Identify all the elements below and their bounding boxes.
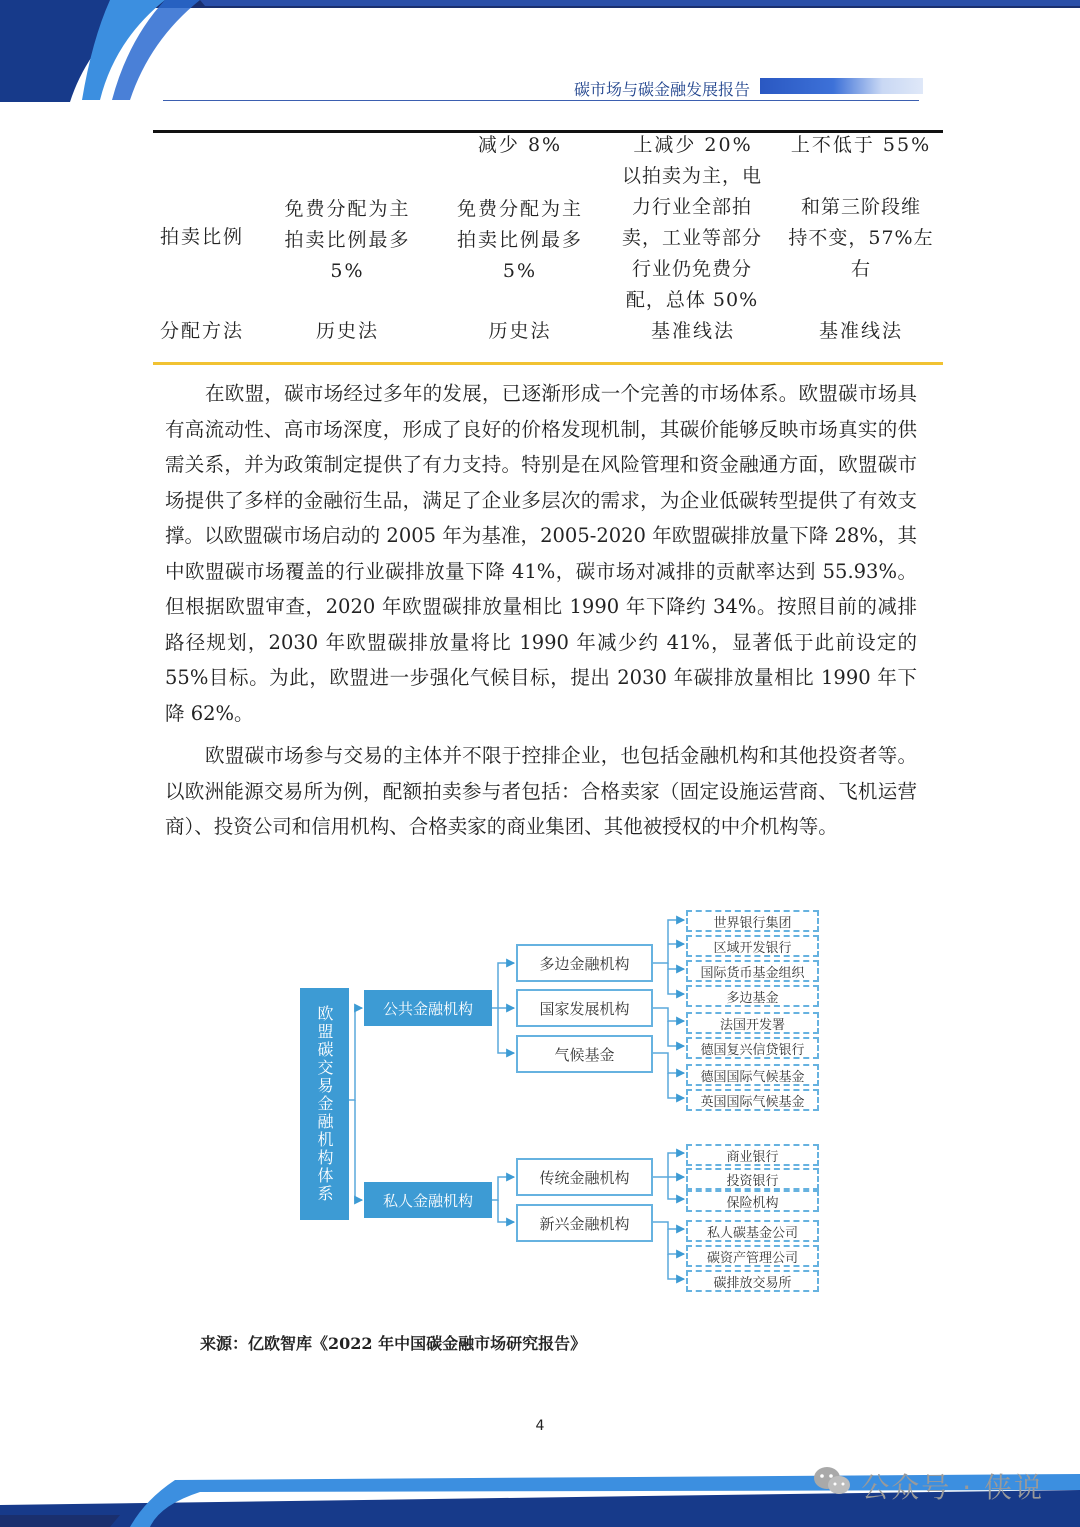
table-cell: 基准线法 xyxy=(650,320,735,342)
table-cell: 历史法 xyxy=(315,320,379,342)
table-cell: 和第三阶段维 持不变，57%左 右 xyxy=(788,196,934,280)
table-cell: 免费分配为主 拍卖比例最多 5% xyxy=(456,198,583,282)
diagram-leaf: 商业银行 xyxy=(686,1144,819,1166)
table-cell: 上不低于 55% xyxy=(790,134,932,156)
table-row-label: 分配方法 xyxy=(160,320,245,342)
diagram-root: 欧盟碳交易金融机构体系 xyxy=(300,988,349,1220)
body-paragraph: 在欧盟，碳市场经过多年的发展，已逐渐形成一个完善的市场体系。欧盟碳市场具有高流动性、高市场深度，形成了良好的价格发现机制，其碳价能够反映市场真实的供需关系，并为政策制定提供了有力支持。特别是在风险管理和资金融通方面，欧盟碳市场提供了多样的金融衍生品，满足了企业多层次的需求，为企业低碳转型提供了有效支撑。以欧盟碳市场启动的 2005 年为基准，2005-2020 年欧盟碳排放量下降 28%，其中欧盟碳市场覆盖的行业碳排放量下降 41%，碳市场对减排的贡献率达到 55.93%。但根据欧盟审查，2020 年欧盟碳排放量相比 1990 年下降约 34%。按照目前的减排路径规划，2030 年欧盟碳排放量将比 1990 年减少约 41%，显著低于此前设定的 55%目标。为此，欧盟进一步强化气候目标，提出 2030 年碳排放量相比 1990 年下降 62%。 xyxy=(165,382,917,725)
diagram-leaf: 德国复兴信贷银行 xyxy=(686,1037,819,1059)
watermark: 公众号 · 侠说 xyxy=(861,1471,1044,1504)
diagram-leaf: 碳排放交易所 xyxy=(686,1270,819,1292)
diagram-leaf: 保险机构 xyxy=(686,1190,819,1212)
table-cell: 免费分配为主 拍卖比例最多 5% xyxy=(284,198,411,282)
body-paragraph: 欧盟碳市场参与交易的主体并不限于控排企业，也包括金融机构和其他投资者等。以欧洲能源交易所为例，配额拍卖参与者包括：合格卖家（固定设施运营商、飞机运营商）、投资公司和信用机构、合格卖家的商业集团、其他被授权的中介机构等。 xyxy=(165,744,917,838)
diagram-leaf: 区域开发银行 xyxy=(686,935,819,957)
diagram-leaf: 投资银行 xyxy=(686,1168,819,1190)
diagram-leaf: 法国开发署 xyxy=(686,1012,819,1034)
diagram-node-national: 国家发展机构 xyxy=(516,989,653,1027)
table-cell: 历史法 xyxy=(488,320,552,342)
diagram-leaf: 英国国际气候基金 xyxy=(686,1089,819,1111)
table-cell: 减少 8% xyxy=(477,134,563,156)
diagram-node-public: 公共金融机构 xyxy=(364,990,492,1026)
diagram-node-traditional: 传统金融机构 xyxy=(516,1158,653,1196)
diagram-leaf: 多边基金 xyxy=(686,985,819,1007)
diagram-leaf: 世界银行集团 xyxy=(686,910,819,932)
page-number: 4 xyxy=(535,1418,545,1434)
diagram-leaf: 德国国际气候基金 xyxy=(686,1064,819,1086)
table-cell: 以拍卖为主，电 力行业全部拍 卖，工业等部分 行业仍免费分 配，总体 50% xyxy=(621,165,762,311)
diagram-node-multilateral: 多边金融机构 xyxy=(516,944,653,982)
table-cell: 基准线法 xyxy=(818,320,903,342)
wechat-icon xyxy=(812,1464,852,1498)
diagram-node-private: 私人金融机构 xyxy=(364,1182,492,1218)
diagram-node-emerging: 新兴金融机构 xyxy=(516,1204,653,1242)
figure-source: 来源：亿欧智库《2022 年中国碳金融市场研究报告》 xyxy=(200,1334,587,1353)
table-cell: 上减少 20% xyxy=(633,134,753,156)
diagram-leaf: 碳资产管理公司 xyxy=(686,1245,819,1267)
diagram-leaf: 私人碳基金公司 xyxy=(686,1220,819,1242)
table-row-label: 拍卖比例 xyxy=(160,226,245,248)
header-title: 碳市场与碳金融发展报告 xyxy=(573,80,750,99)
diagram-leaf: 国际货币基金组织 xyxy=(686,960,819,982)
diagram-node-climate-fund: 气候基金 xyxy=(516,1035,653,1073)
